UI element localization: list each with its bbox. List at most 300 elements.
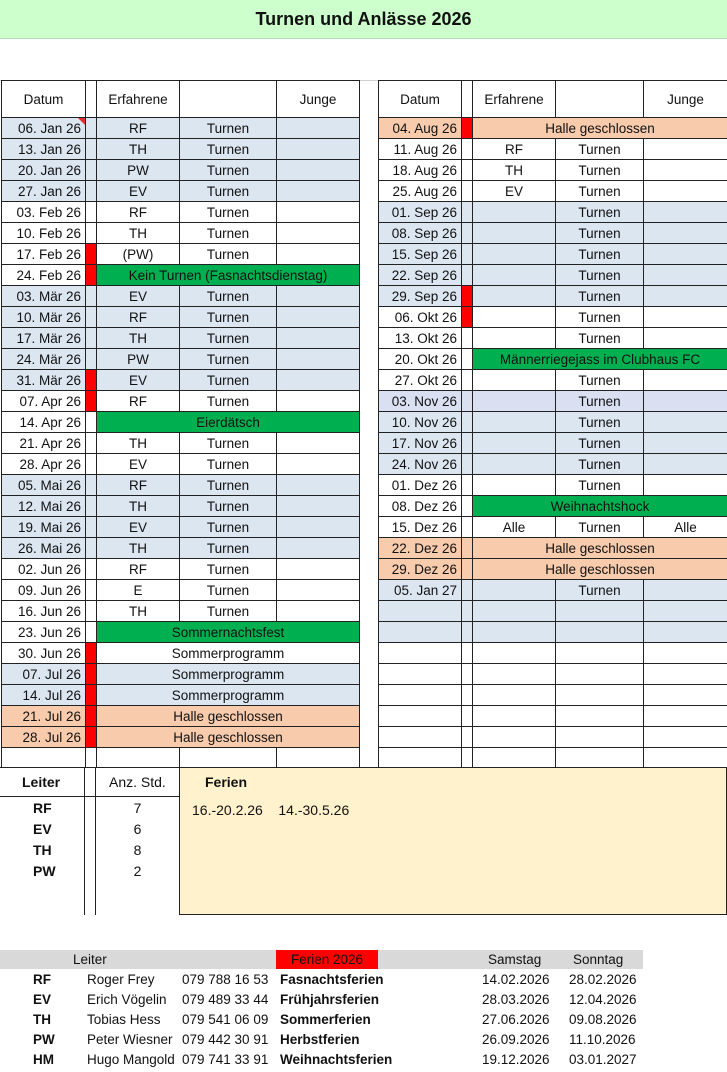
contact-name: Hugo Mangold (87, 1052, 175, 1067)
row-activity: Turnen (180, 139, 277, 160)
row-marker (462, 181, 473, 202)
table-row (2, 748, 360, 769)
row-date: 11. Aug 26 (379, 139, 462, 160)
row-activity: Turnen (180, 118, 277, 139)
row-marker (86, 307, 97, 328)
row-erfahrene (473, 244, 556, 265)
row-junge (277, 202, 360, 223)
row-marker (86, 727, 97, 748)
row-activity: Turnen (556, 244, 644, 265)
row-erfahrene: E (97, 580, 180, 601)
table-row (379, 538, 727, 559)
row-activity: Turnen (556, 391, 644, 412)
row-junge (644, 328, 727, 349)
table-row (379, 286, 727, 307)
row-erfahrene: EV (473, 181, 556, 202)
table-row (2, 517, 360, 538)
row-junge (644, 412, 727, 433)
row-marker (86, 223, 97, 244)
table-row (379, 370, 727, 391)
row-junge (277, 580, 360, 601)
row-marker (462, 643, 473, 664)
row-date: 24. Mär 26 (2, 349, 86, 370)
row-activity (556, 601, 644, 622)
row-marker (86, 391, 97, 412)
row-junge (277, 244, 360, 265)
row-activity: Turnen (180, 223, 277, 244)
table-row (2, 202, 360, 223)
row-junge (644, 181, 727, 202)
table-row (379, 496, 727, 517)
row-activity: Turnen (556, 286, 644, 307)
row-junge (644, 643, 727, 664)
row-erfahrene (473, 706, 556, 727)
contact-row (0, 1030, 727, 1050)
row-activity: Turnen (180, 433, 277, 454)
row-date: 22. Sep 26 (379, 265, 462, 286)
row-erfahrene: EV (97, 517, 180, 538)
contact-code: TH (33, 1012, 51, 1027)
table-row (2, 538, 360, 559)
row-activity: Turnen (556, 307, 644, 328)
holiday-start: 28.03.2026 (482, 992, 550, 1007)
table-row (2, 286, 360, 307)
contact-code: HM (33, 1052, 54, 1067)
row-junge (644, 454, 727, 475)
row-marker (86, 412, 97, 433)
row-date: 25. Aug 26 (379, 181, 462, 202)
row-date: 17. Mär 26 (2, 328, 86, 349)
row-date: 27. Okt 26 (379, 370, 462, 391)
row-activity: Turnen (180, 307, 277, 328)
dates-header-bg (378, 950, 643, 969)
row-date: 24. Feb 26 (2, 265, 86, 286)
row-activity: Turnen (180, 517, 277, 538)
row-date: 19. Mai 26 (2, 517, 86, 538)
holiday-name: Herbstferien (280, 1032, 360, 1047)
ferien-header: Ferien (205, 774, 248, 790)
holiday-end: 09.08.2026 (569, 1012, 637, 1027)
row-event: Eierdätsch (97, 412, 360, 433)
row-activity: Turnen (180, 349, 277, 370)
row-junge (644, 265, 727, 286)
row-erfahrene: TH (97, 496, 180, 517)
contact-row (0, 990, 727, 1010)
row-junge (277, 307, 360, 328)
row-erfahrene: PW (97, 349, 180, 370)
row-junge (277, 391, 360, 412)
row-junge (277, 223, 360, 244)
contact-code: PW (33, 1032, 55, 1047)
row-marker (86, 517, 97, 538)
contact-name: Erich Vögelin (87, 992, 167, 1007)
row-activity: Turnen (180, 370, 277, 391)
row-marker (462, 580, 473, 601)
row-date: 24. Nov 26 (379, 454, 462, 475)
row-erfahrene (473, 370, 556, 391)
table-row (379, 727, 727, 748)
table-row (2, 580, 360, 601)
row-activity: Turnen (556, 328, 644, 349)
row-marker (462, 559, 473, 580)
leiter-hours: 6 (133, 821, 142, 837)
row-erfahrene: PW (97, 160, 180, 181)
sonntag-header: Sonntag (573, 952, 624, 967)
table-row (379, 160, 727, 181)
row-date (379, 643, 462, 664)
row-junge (644, 160, 727, 181)
table-row (2, 349, 360, 370)
row-erfahrene: EV (97, 454, 180, 475)
row-marker (462, 370, 473, 391)
row-erfahrene (473, 664, 556, 685)
row-junge (277, 328, 360, 349)
row-activity: Turnen (180, 454, 277, 475)
row-junge (644, 748, 727, 769)
row-junge (277, 475, 360, 496)
row-junge (644, 391, 727, 412)
leiter-hours: 8 (133, 842, 142, 858)
row-date: 13. Jan 26 (2, 139, 86, 160)
table-row (2, 622, 360, 643)
row-marker (86, 370, 97, 391)
header-junge: Junge (644, 81, 727, 118)
table-row (379, 706, 727, 727)
row-marker (86, 139, 97, 160)
table-header-row (379, 81, 727, 118)
holiday-end: 03.01.2027 (569, 1052, 637, 1067)
contact-row (0, 970, 727, 990)
row-marker (86, 643, 97, 664)
row-erfahrene: TH (97, 538, 180, 559)
row-date (379, 664, 462, 685)
row-activity: Turnen (556, 370, 644, 391)
row-marker (462, 475, 473, 496)
row-marker (462, 496, 473, 517)
row-marker (86, 160, 97, 181)
row-date: 15. Sep 26 (379, 244, 462, 265)
table-row (379, 265, 727, 286)
row-erfahrene (473, 748, 556, 769)
row-activity: Turnen (180, 391, 277, 412)
row-erfahrene (473, 328, 556, 349)
row-erfahrene: RF (97, 118, 180, 139)
leiter-code: RF (33, 800, 52, 816)
table-row (379, 643, 727, 664)
row-erfahrene: TH (473, 160, 556, 181)
row-erfahrene: TH (97, 223, 180, 244)
row-junge (644, 307, 727, 328)
table-row (2, 160, 360, 181)
row-erfahrene: RF (97, 475, 180, 496)
table-row (2, 664, 360, 685)
contact-leiter-header: Leiter (73, 952, 107, 967)
row-junge (277, 517, 360, 538)
table-row (2, 433, 360, 454)
leiter-hours-row (0, 819, 179, 840)
row-junge (277, 160, 360, 181)
leiter-hours: 2 (133, 863, 142, 879)
table-row (379, 181, 727, 202)
row-event: Männerriegejass im Clubhaus FC (473, 349, 727, 370)
row-marker (86, 265, 97, 286)
table-row (2, 223, 360, 244)
contact-name: Tobias Hess (87, 1012, 161, 1027)
row-activity: Turnen (180, 538, 277, 559)
row-marker (86, 433, 97, 454)
holiday-start: 27.06.2026 (482, 1012, 550, 1027)
table-row (379, 475, 727, 496)
row-date: 22. Dez 26 (379, 538, 462, 559)
row-marker (86, 286, 97, 307)
row-event: Sommerprogramm (97, 664, 360, 685)
row-marker (86, 244, 97, 265)
row-junge (644, 622, 727, 643)
table-row (2, 328, 360, 349)
row-marker (462, 517, 473, 538)
row-date: 01. Sep 26 (379, 202, 462, 223)
row-erfahrene (473, 475, 556, 496)
row-marker (462, 139, 473, 160)
row-junge (644, 223, 727, 244)
row-date (379, 601, 462, 622)
row-event: Halle geschlossen (473, 559, 727, 580)
row-activity: Turnen (556, 139, 644, 160)
row-date: 06. Okt 26 (379, 307, 462, 328)
contact-name: Roger Frey (87, 972, 155, 987)
row-event: Halle geschlossen (97, 706, 360, 727)
table-row (2, 244, 360, 265)
table-row (379, 517, 727, 538)
row-junge (277, 370, 360, 391)
row-activity: Turnen (180, 244, 277, 265)
row-date: 27. Jan 26 (2, 181, 86, 202)
row-marker (462, 706, 473, 727)
row-junge (277, 748, 360, 769)
row-junge (644, 664, 727, 685)
row-date: 30. Jun 26 (2, 643, 86, 664)
row-marker (462, 265, 473, 286)
table-row (2, 181, 360, 202)
row-activity (180, 748, 277, 769)
row-marker (462, 685, 473, 706)
contact-phone: 079 541 06 09 (182, 1012, 269, 1027)
table-row (379, 664, 727, 685)
table-row (2, 454, 360, 475)
row-erfahrene: TH (97, 433, 180, 454)
schedule-table-left (1, 80, 360, 769)
row-junge (644, 139, 727, 160)
ferien-2026-header (276, 950, 378, 969)
row-marker (462, 391, 473, 412)
row-erfahrene (473, 580, 556, 601)
row-erfahrene (473, 391, 556, 412)
row-marker (86, 559, 97, 580)
row-marker (86, 601, 97, 622)
row-activity: Turnen (556, 223, 644, 244)
row-date: 01. Dez 26 (379, 475, 462, 496)
row-marker (86, 538, 97, 559)
row-activity: Turnen (180, 580, 277, 601)
row-activity: Turnen (556, 202, 644, 223)
row-activity (556, 706, 644, 727)
table-row (379, 328, 727, 349)
leiter-hours-row (0, 798, 179, 819)
contact-code: RF (33, 972, 51, 987)
row-erfahrene (473, 265, 556, 286)
row-date: 12. Mai 26 (2, 496, 86, 517)
header-junge: Junge (277, 81, 360, 118)
row-marker (462, 349, 473, 370)
row-date: 10. Mär 26 (2, 307, 86, 328)
row-marker (86, 622, 97, 643)
row-date: 10. Nov 26 (379, 412, 462, 433)
row-marker (86, 685, 97, 706)
row-event: Sommerprogramm (97, 685, 360, 706)
leiter-code: PW (33, 863, 56, 879)
header-activity (556, 81, 644, 118)
row-date: 07. Jul 26 (2, 664, 86, 685)
row-marker (462, 412, 473, 433)
row-erfahrene (473, 412, 556, 433)
row-date: 17. Nov 26 (379, 433, 462, 454)
row-junge (644, 580, 727, 601)
row-activity: Turnen (556, 160, 644, 181)
row-activity: Turnen (180, 601, 277, 622)
row-marker (462, 202, 473, 223)
row-activity: Turnen (180, 160, 277, 181)
schedule-table-right (378, 80, 727, 769)
row-activity: Turnen (556, 433, 644, 454)
table-row (2, 601, 360, 622)
row-date: 28. Apr 26 (2, 454, 86, 475)
table-header-row (2, 81, 360, 118)
row-junge (277, 286, 360, 307)
row-marker (462, 160, 473, 181)
table-row (379, 433, 727, 454)
row-junge (277, 454, 360, 475)
holiday-end: 12.04.2026 (569, 992, 637, 1007)
holiday-end: 11.10.2026 (569, 1032, 636, 1047)
spacer-row (0, 38, 727, 81)
table-row (379, 559, 727, 580)
table-row (379, 454, 727, 475)
row-erfahrene: Alle (473, 517, 556, 538)
row-erfahrene (473, 307, 556, 328)
row-date (379, 727, 462, 748)
row-date: 29. Dez 26 (379, 559, 462, 580)
row-junge (277, 433, 360, 454)
contact-phone: 079 442 30 91 (182, 1032, 269, 1047)
row-date: 29. Sep 26 (379, 286, 462, 307)
row-date: 21. Apr 26 (2, 433, 86, 454)
row-activity: Turnen (180, 286, 277, 307)
row-marker (462, 433, 473, 454)
contact-row (0, 1050, 727, 1070)
row-activity: Turnen (556, 454, 644, 475)
ferien-2026-label: Ferien 2026 (291, 952, 364, 967)
row-activity: Turnen (556, 475, 644, 496)
row-marker (86, 328, 97, 349)
table-row (2, 265, 360, 286)
row-marker (86, 181, 97, 202)
row-date (379, 706, 462, 727)
table-row (2, 391, 360, 412)
row-date: 20. Okt 26 (379, 349, 462, 370)
table-row (379, 391, 727, 412)
leiter-hours-row (0, 840, 179, 861)
table-row (2, 412, 360, 433)
row-activity: Turnen (180, 181, 277, 202)
row-date: 05. Jan 27 (379, 580, 462, 601)
row-erfahrene (473, 643, 556, 664)
row-erfahrene (473, 286, 556, 307)
row-date: 05. Mai 26 (2, 475, 86, 496)
row-junge (277, 349, 360, 370)
row-activity (556, 622, 644, 643)
row-date: 14. Jul 26 (2, 685, 86, 706)
row-junge (277, 496, 360, 517)
row-activity (556, 664, 644, 685)
row-event: Sommerprogramm (97, 643, 360, 664)
row-event: Halle geschlossen (473, 118, 727, 139)
row-activity: Turnen (180, 496, 277, 517)
summary-leiter-header: Leiter (22, 774, 61, 790)
table-row (2, 727, 360, 748)
row-erfahrene (473, 202, 556, 223)
header-marker (462, 81, 473, 118)
table-row (2, 139, 360, 160)
table-row (2, 706, 360, 727)
row-date: 16. Jun 26 (2, 601, 86, 622)
row-activity: Turnen (556, 580, 644, 601)
row-erfahrene: RF (97, 391, 180, 412)
row-marker (86, 475, 97, 496)
row-date: 04. Aug 26 (379, 118, 462, 139)
row-event: Halle geschlossen (97, 727, 360, 748)
row-date: 08. Dez 26 (379, 496, 462, 517)
row-marker (462, 244, 473, 265)
table-row (379, 349, 727, 370)
table-row (2, 496, 360, 517)
row-junge (644, 475, 727, 496)
ferien-box (179, 767, 727, 915)
table-row (2, 643, 360, 664)
holiday-start: 26.09.2026 (482, 1032, 550, 1047)
holiday-name: Weihnachtsferien (280, 1052, 393, 1067)
row-date: 20. Jan 26 (2, 160, 86, 181)
row-marker (86, 706, 97, 727)
leiter-hours-row (0, 861, 179, 882)
row-activity (556, 685, 644, 706)
row-activity: Turnen (180, 475, 277, 496)
holiday-name: Sommerferien (280, 1012, 371, 1027)
row-date: 03. Nov 26 (379, 391, 462, 412)
row-marker (86, 496, 97, 517)
holiday-start: 14.02.2026 (482, 972, 550, 987)
holiday-start: 19.12.2026 (482, 1052, 550, 1067)
row-junge (644, 685, 727, 706)
row-event: Kein Turnen (Fasnachtsdienstag) (97, 265, 360, 286)
contact-phone: 079 741 33 91 (182, 1052, 269, 1067)
row-marker (462, 328, 473, 349)
ferien-dates: 16.-20.2.26 14.-30.5.26 (192, 802, 350, 818)
row-erfahrene: TH (97, 601, 180, 622)
row-marker (86, 454, 97, 475)
row-activity: Turnen (556, 181, 644, 202)
row-marker (462, 664, 473, 685)
header-erfahrene: Erfahrene (97, 81, 180, 118)
